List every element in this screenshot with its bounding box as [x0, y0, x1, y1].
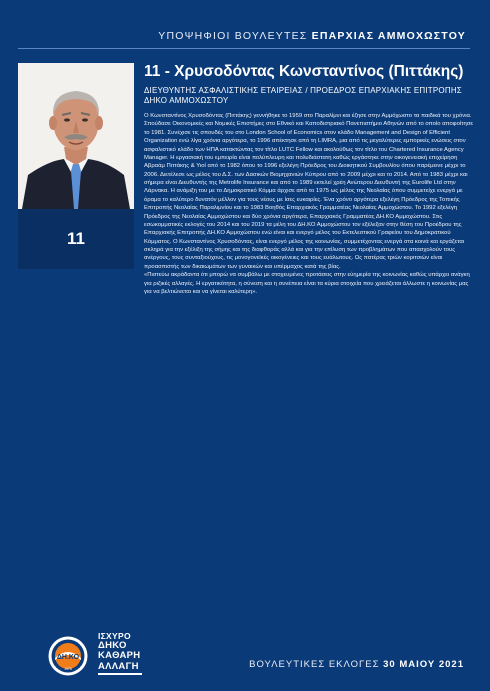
header-divider [18, 48, 470, 49]
candidate-biography [144, 112, 474, 296]
slogan-line-1: ΙΣΧΥΡΟ [98, 631, 131, 641]
party-logo-icon [48, 636, 88, 676]
candidate-subtitle [144, 86, 474, 106]
bio-paragraph: Ο Κωνσταντίνος Χρυσοδόντας (Πιττάκης) γεννήθηκε το 1959 στο Παραλίμνι και έζησε στην Αμμόχωστο τα παιδικά του χρόνια. Σπούδασε Οικονομικές και Νομικές Επιστήμες στο Εθνικό και Καποδιστριακό Πανεπιστήμιο Αθηνών από το οποίο αποφοίτησε το 1981. Συνέχισε τις σπουδές του στο London School of Economics στον κλάδο Management and Design of Efficient Organization ενώ λίγα χρόνια αργότερα, το 1996 απέκτησε από τη LIMRA, μια από τις μεγαλύτερες εμπορικές ενώσεις στον ασφαλιστικό κλάδο των ΗΠΑ κατακτώντας τον τίτλο LUTC Fellow και ακολούθως τον τίτλο του Chartered Insurance Agency Manager. Η εργασιακή του εμπειρία είναι πολύπλευρη και πολυδιάστατη καθώς εργάστηκε στην οικογενειακή επιχείρηση Αβραάμ Πιττάκης & Υιοί από το 1982 όπου το 1996 εξελέγη Πρόεδρος του Διοικητικού Συμβουλίου όπου παρέμεινε μέχρι το 2006. Διετέλεσε ως μέλος του Δ.Σ. των Δασικών Βιομηχανιών Κύπρου από το 2009 μέχρι και το 2014. Από το 1983 μέχρι και σήμερα είναι Διευθυντής της Metrolife Insurance και από το 1989 εκτελεί χρέη Ανώτερου Διευθυντή της Eurolife Ltd στην Λάρνακα. Η ανάμιξη του με το Δημοκρατικό Κόμμα άρχισε από το 1975 ως μέλος της Νεολαίας όπου συμμετείχε ενεργά με όραμα το καλύτερο δυνατόν μέλλον για τους νέους με ίσες ευκαιρίες. Ένα χρόνο αργότερα εξελέγη Πρόεδρος της Τοπικής Επιτροπής Νεολαίας Παραλιμνίου και το 1983 Βοηθός Επαρχιακός Γραμματέας Νεολαίας Αμμοχώστου. Το 1992 εξελέγη Πρόεδρος της Νεολαίας Αμμοχώστου και δύο χρόνια αργότερα, Επαρχιακός Γραμματέας ΔΗ.ΚΟ Αμμοχώστου. Στις εσωκομματικές εκλογές του 2014 και του 2019 τα μέλη του ΔΗ.ΚΟ Αμμοχώστου τον εξέλεξαν στην θέση του Προέδρου της Επαρχιακής Επιτροπής ΔΗ.ΚΟ Αμμοχώστου ενώ είναι και ενεργό μέλος του Εκτελεστικού Γραφείου του Δημοκρατικού Κόμματος. Ο Κωνσταντίνος Χρυσοδόντας, είναι ενεργό μέλος της κοινωνίας, συμμετέχοντας ενεργά στα κοινά και εργάζεται σκληρά για την εξέλιξη της σήμης και της διαφθοράς αλλά και για την επίλυση των προβλημάτων που απασχολούν τους ανέργους, τους συνταξιούχους, τις μονογονεϊκές οικογένειες και τους ευάλωτους. Ως πατέρας τριών κοριτσιών είναι προασπιστής των δικαιωμάτων των γυναικών και υπέρμαχος κατά της βίας. [144, 113, 474, 270]
slogan-underline [98, 673, 142, 675]
footer-date: 30 ΜΑΙΟΥ 2021 [383, 659, 464, 670]
candidate-number-box [18, 209, 134, 269]
party-logo-text: ΔΗ.ΚΟ [56, 654, 80, 661]
party-branding [48, 630, 218, 682]
party-logo-year: 1976 [64, 667, 72, 671]
header-prefix: ΥΠΟΨΗΦΙΟΙ ΒΟΥΛΕΥΤΕΣ [158, 30, 308, 42]
candidate-name: 11 - Χρυσοδόντας Κωνσταντίνος (Πιττάκης) [144, 63, 464, 80]
bio-quote: «Πιστεύω ακράδαντα ότι μπορώ να συμβάλω με στοχευμένες προτάσεις στην εύημερία της κοινωνίας καθώς υπάρχει ανάγκη για ριζικές αλλαγές. Η εργατικότητα, η σύνεση και η συνέπεια είναι τα κύρια στοιχεία που χρειάζεται άλλωστε η κοινωνίας μας για να βελτιώνεται και να γίνεται καλύτερη». [144, 272, 470, 295]
slogan-line-2: ΔΗΚΟ [98, 640, 127, 652]
header-title [158, 30, 466, 42]
candidate-photo [18, 63, 134, 209]
party-slogan [98, 632, 142, 675]
candidate-number: 11 [67, 229, 85, 248]
page-header [0, 0, 490, 56]
slogan-line-3: ΚΑΘΑΡΗ [98, 650, 141, 662]
footer-election-date [249, 659, 464, 670]
subtitle-line-2: ΔΗΚΟ ΑΜΜΟΧΩΣΤΟΥ [144, 96, 229, 106]
candidate-portrait-illustration [18, 63, 134, 209]
header-district: ΕΠΑΡΧΙΑΣ ΑΜΜΟΧΩΣΤΟΥ [311, 30, 466, 42]
slogan-line-4: ΑΛΛΑΓΗ [98, 660, 139, 672]
subtitle-line-1: ΔΙΕΥΘΥΝΤΗΣ ΑΣΦΑΛΙΣΤΙΚΗΣ ΕΤΑΙΡΕΙΑΣ / ΠΡΟΕΔΡΟΣ ΕΠΑΡΧΙΑΚΗΣ ΕΠΙΤΡΟΠΗΣ [144, 86, 462, 96]
candidate-photo-column [18, 63, 134, 269]
candidate-content [144, 63, 474, 296]
footer-label: ΒΟΥΛΕΥΤΙΚΕΣ ΕΚΛΟΓΕΣ [249, 659, 380, 670]
